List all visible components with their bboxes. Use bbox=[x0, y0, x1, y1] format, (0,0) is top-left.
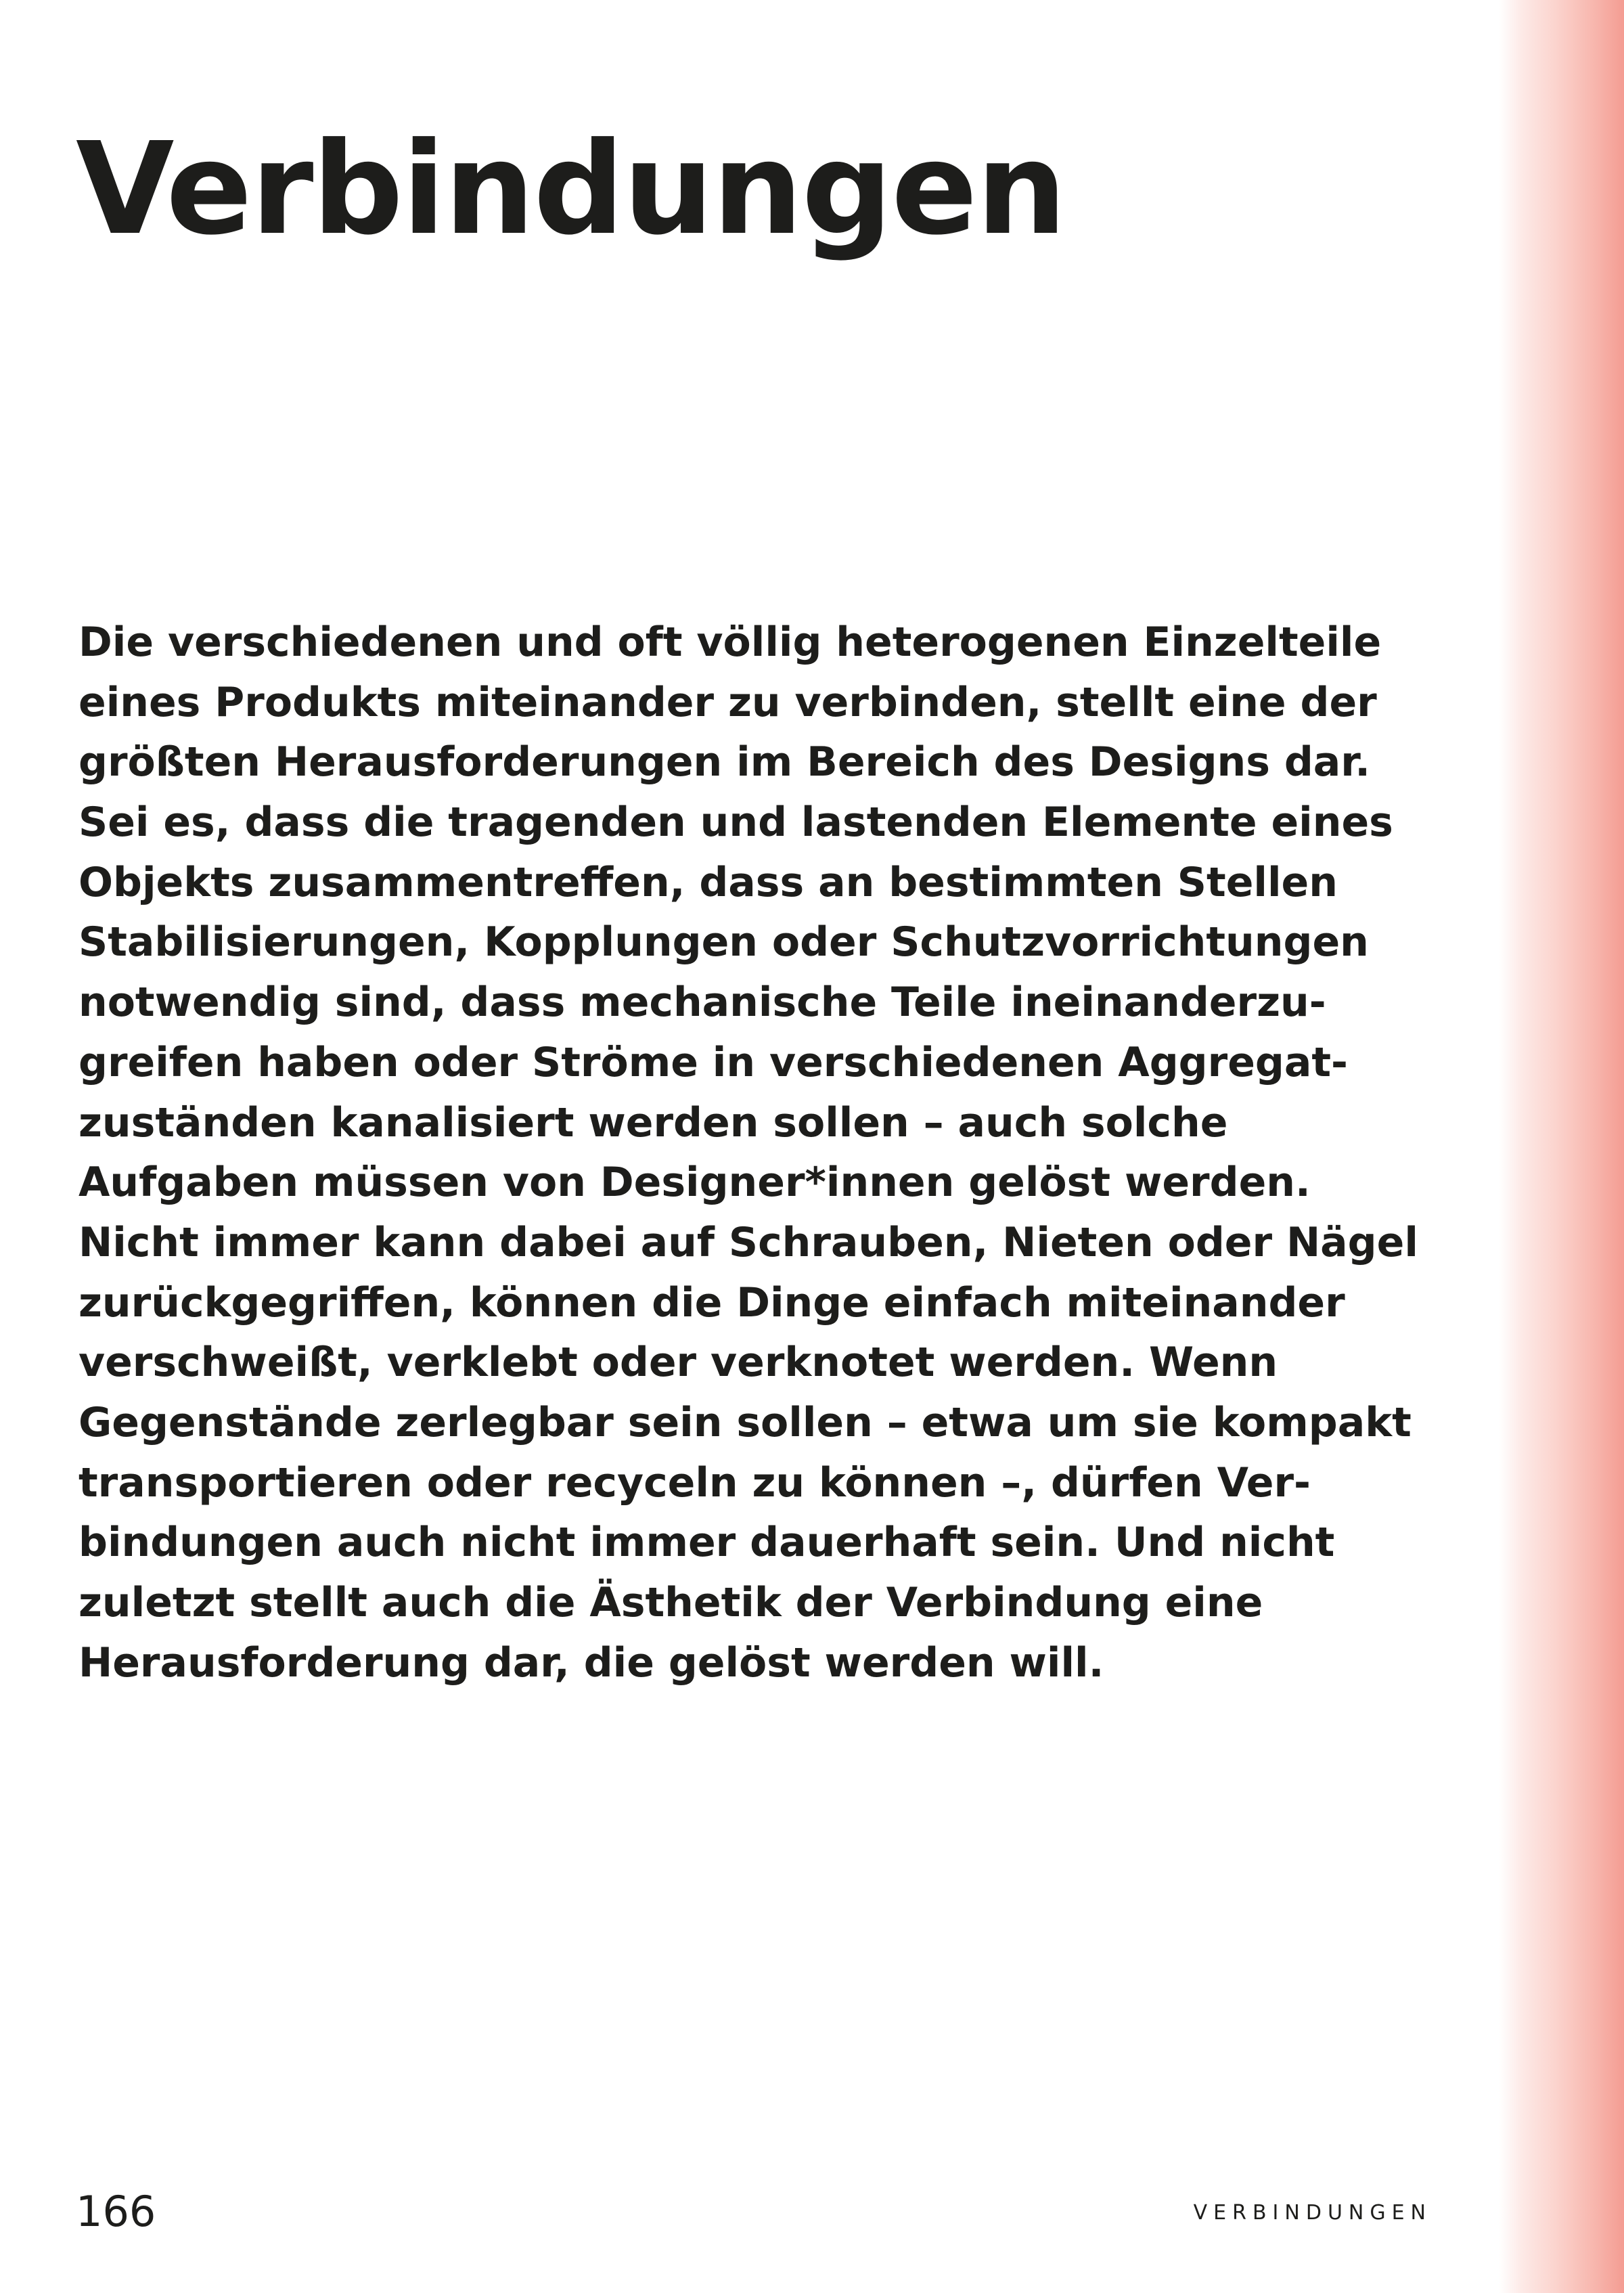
body-line: Nicht immer kann dabei auf Schrauben, Nieten oder Nägel bbox=[78, 1218, 1418, 1266]
body-line: bindungen auch nicht immer dauerhaft sein. Und nicht bbox=[78, 1519, 1335, 1567]
body-line: Gegenstände zerlegbar sein sollen – etwa um sie kompakt bbox=[78, 1398, 1412, 1446]
body-line: zuständen kanalisiert werden sollen – auch solche bbox=[78, 1098, 1228, 1146]
body-line: transportieren oder recyceln zu können –, dürfen Ver- bbox=[78, 1459, 1311, 1507]
body-line: greifen haben oder Ströme in verschiedenen Aggregat- bbox=[78, 1038, 1348, 1086]
body-line: Stabilisierungen, Kopplungen oder Schutzvorrichtungen bbox=[78, 918, 1369, 966]
body-line: größten Herausforderungen im Bereich des Designs dar. bbox=[78, 738, 1371, 786]
body-line: notwendig sind, dass mechanische Teile ineinanderzu- bbox=[78, 979, 1326, 1027]
page-number: 166 bbox=[76, 2187, 156, 2236]
body-line: Die verschiedenen und oft völlig heterogenen Einzelteile bbox=[78, 619, 1382, 666]
body-line: eines Produkts miteinander zu verbinden, stellt eine der bbox=[78, 678, 1377, 726]
body-line: Sei es, dass die tragenden und lastenden Elemente eines bbox=[78, 799, 1393, 847]
body-paragraph bbox=[78, 613, 1418, 1693]
body-line: zuletzt stellt auch die Ästhetik der Verbindung eine bbox=[78, 1579, 1263, 1626]
page-title: Verbindungen bbox=[76, 115, 1066, 263]
body-line: Aufgaben müssen von Designer*innen gelöst werden. bbox=[78, 1159, 1311, 1207]
running-head: VERBINDUNGEN bbox=[1193, 2201, 1432, 2225]
body-line: Objekts zusammentreffen, dass an bestimmten Stellen bbox=[78, 858, 1338, 906]
body-line: zurückgegriffen, können die Dinge einfach miteinander bbox=[78, 1278, 1345, 1327]
body-line: Herausforderung dar, die gelöst werden will. bbox=[78, 1639, 1104, 1687]
body-line: verschweißt, verklebt oder verknotet werden. Wenn bbox=[78, 1339, 1278, 1387]
